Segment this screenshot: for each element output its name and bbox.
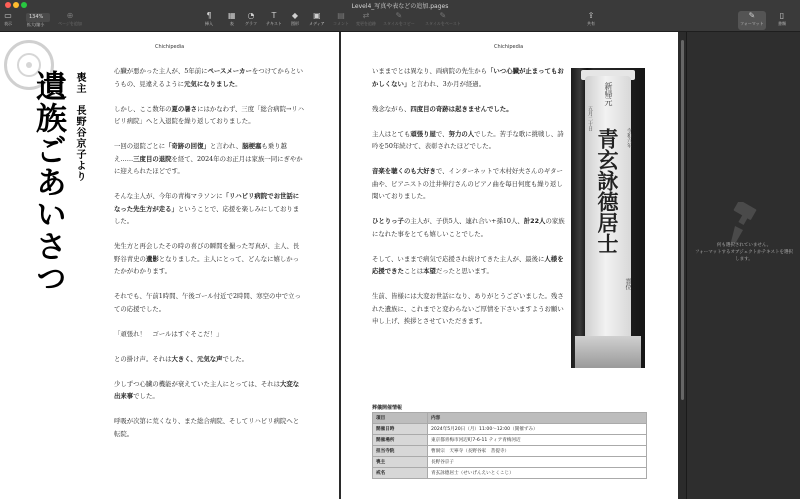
bold-text: ペースメーカー	[207, 67, 252, 75]
zoom-select[interactable]: 134%	[26, 13, 50, 22]
bold-text: 大変な出来事	[114, 379, 300, 400]
table-row	[373, 424, 647, 435]
paragraph[interactable]: 音楽を聴くのも大好きで、インターネットで木村好夫さんのギター曲や、ピアニストの辻井伸行さんのピアノ曲を毎日何度も繰り返し聞いておりました。	[372, 167, 563, 200]
media-button[interactable]: ▣ メディア	[309, 11, 325, 26]
paragraph[interactable]: との掛け声。それは大きく、元気な声でした。	[114, 354, 249, 363]
paragraph[interactable]: 一回の退院ごとに「奇跡の回復」と言われ、脳梗塞も乗り越え……三度目の退院を経て、2024年のお正月は家族一同にぎやかに迎えられたほどです。	[114, 142, 303, 175]
table-row	[373, 446, 647, 457]
bold-text: 人様を応援できた	[372, 254, 564, 275]
view-button[interactable]: ▭ 表示	[4, 11, 12, 26]
vertical-scrollbar-thumb[interactable]	[681, 40, 684, 400]
table-key-cell[interactable]: 担当寺院	[373, 446, 428, 457]
page-header: Chichipedia	[155, 44, 185, 50]
paragraph[interactable]: 先生方と再会したその時の喜びの瞬間を撮った写真が、主人、長野谷青史の遺影となりました。主人にとって、どんなに嬉しかったかがわかります。	[114, 242, 300, 275]
table-row	[373, 435, 647, 446]
shape-icon: ◆	[291, 11, 299, 20]
funeral-info-table[interactable]	[372, 412, 647, 479]
table-key-cell[interactable]: 開催日時	[373, 424, 428, 435]
bold-text: 夏の暑さ	[171, 104, 198, 113]
comment-icon: ▤	[337, 11, 345, 20]
table-header-row	[373, 413, 647, 424]
bold-text: 三度目の退院	[133, 154, 172, 163]
right-body-text[interactable]	[372, 65, 568, 340]
table-header-cell[interactable]: 内容	[428, 413, 647, 424]
format-button[interactable]: ✎ フォーマット	[740, 11, 764, 26]
bold-text: 「奇跡の回復」	[165, 142, 210, 150]
tablet-base	[575, 336, 641, 368]
table-value-cell[interactable]: 青玄詠德居士（せいげんえいとくこじ）	[428, 468, 647, 479]
table-icon: ▦	[228, 11, 236, 20]
paragraph[interactable]: 少しずつ心臓の機能が衰えていた主人にとっては、それは大変な出来事でした。	[114, 379, 300, 400]
table-header-cell[interactable]: 項目	[373, 413, 428, 424]
bold-text: 「リハビリ病院でお世話になった先生方が走る」	[114, 192, 300, 213]
text-icon: T	[271, 11, 277, 20]
page-header: Chichipedia	[494, 44, 524, 50]
insert-button[interactable]: ¶ 挿入	[205, 11, 213, 26]
tablet-bottom-text: 霊位	[624, 278, 631, 290]
table-key-cell[interactable]: 喪主	[373, 457, 428, 468]
paintbrush-icon: ✎	[748, 11, 756, 20]
share-button[interactable]: ⇪ 共有	[587, 11, 595, 26]
bold-text: 本望	[423, 267, 436, 275]
table-row	[373, 468, 647, 479]
chart-button[interactable]: ◔ グラフ	[245, 11, 257, 26]
bold-text: 頑張り屋	[410, 129, 436, 138]
memorial-tablet-photo[interactable]	[571, 68, 645, 368]
paragraph[interactable]: 主人はとても頑張り屋で、努力の人でした。苦手な歌に挑戦し、詩吟を50年続けて、表彰されたほどでした。	[372, 129, 564, 150]
table-key-cell[interactable]: 開催場所	[373, 435, 428, 446]
paintbrush-icon	[729, 202, 759, 246]
copy-style-icon: ✎	[395, 11, 403, 20]
add-page-icon: ⊕	[66, 11, 74, 20]
vertical-subtitle: 喪主 長野谷京子より	[74, 72, 85, 182]
title-bar	[0, 0, 800, 10]
inspector-empty-message: 何も選択されていません。 フォーマットするオブジェクトかテキストを選択します。	[695, 243, 793, 262]
table-value-cell[interactable]: 東京都青梅市河辺町7-6-11 ティア青梅河辺	[428, 435, 647, 446]
shape-button[interactable]: ◆ 図形	[291, 11, 299, 26]
paragraph[interactable]: 残念ながら、四度目の奇跡は起きませんでした。	[372, 104, 513, 113]
view-icon: ▭	[4, 11, 12, 20]
comment-button[interactable]: ▤ コメント	[333, 11, 349, 26]
format-inspector	[686, 32, 800, 499]
track-changes-icon: ⇄	[362, 11, 370, 20]
paragraph[interactable]: 心臓が悪かった主人が、5年前にペースメーカーをつけてからというもの、見違えるように元気になりました。	[114, 67, 303, 88]
tablet-top-text: 新帰元	[604, 82, 613, 106]
family-crest-center	[26, 62, 32, 68]
bold-text: 大きく、元気な声	[171, 354, 223, 363]
paragraph[interactable]: 「頑張れ！ ゴールはすぐそこだ！」	[114, 329, 223, 338]
page-left[interactable]	[0, 32, 339, 499]
left-body-text[interactable]	[114, 65, 304, 453]
track-changes-button[interactable]: ⇄ 変更を追跡	[356, 11, 376, 26]
tablet-right-text: 令和六年	[626, 128, 632, 148]
add-page-button[interactable]: ⊕ ページを追加	[58, 11, 82, 26]
paragraph[interactable]: いままでとは異なり、両病院の先生から「いつ心臓が止まってもおかしくない」と言われ、3か月が経過。	[372, 67, 564, 88]
table-key-cell[interactable]: 戒名	[373, 468, 428, 479]
paragraph[interactable]: 生前、皆様には大変お世話になり、ありがとうございました。残された遺族に、これまでと変わらないご厚情を下さいますようお願い申し上げ、挨拶とさせていただきます。	[372, 292, 564, 325]
paragraph[interactable]: そんな主人が、今年の青梅マラソンに「リハビリ病院でお世話になった先生方が走る」ということで、応援を楽しみにしておりました。	[114, 192, 300, 225]
bold-text: 元気になりました	[184, 79, 236, 88]
table-row	[373, 457, 647, 468]
share-icon: ⇪	[587, 11, 595, 20]
bold-text: 遺影	[145, 254, 159, 263]
document-canvas[interactable]	[0, 32, 686, 499]
chart-icon: ◔	[247, 11, 255, 20]
tablet-main-text: 青玄詠德居士	[595, 128, 620, 254]
document-button[interactable]: ▯ 書類	[778, 11, 786, 26]
vertical-title: 遺族ごあいさつ	[30, 70, 66, 294]
paragraph[interactable]: 呼吸が次第に荒くなり、また総合病院、そしてリハビリ病院へと転院。	[114, 417, 300, 438]
page-right[interactable]	[341, 32, 678, 499]
bold-text: 努力の人	[448, 129, 475, 138]
table-button[interactable]: ▦ 表	[228, 11, 236, 26]
table-value-cell[interactable]: 長野谷京子	[428, 457, 647, 468]
paragraph[interactable]: しかし、ここ数年の夏の暑さにはかなわず、三度「総合病院→リハビリ病院」へと入退院を繰り返しておりました。	[114, 104, 304, 125]
bold-text: 脳梗塞	[242, 142, 262, 150]
bold-text: 四度目の奇跡は起きませんでした。	[410, 104, 513, 113]
tablet-left-text: 五月二十日	[587, 106, 593, 131]
copy-style-button[interactable]: ✎ スタイルをコピー	[383, 11, 415, 26]
bold-text: 音楽を聴くのも大好き	[372, 167, 436, 175]
toolbar	[0, 10, 800, 32]
zoom-label: 拡大/縮小	[27, 22, 45, 27]
document-icon: ▯	[779, 11, 785, 20]
bold-text: 「いつ心臓が止まってもおかしくない」	[372, 67, 564, 88]
document-title: Level4_写真や表などの追加.pages	[351, 3, 449, 10]
table-value-cell[interactable]: 曹洞宗 天寧寺（長野谷家 菩提寺）	[428, 446, 647, 457]
text-button[interactable]: T テキスト	[266, 11, 282, 26]
paragraph[interactable]: それでも、午前1時間、午後ゴール付近で2時間、寒空の中で立っての応援でした。	[114, 292, 301, 313]
bold-text: ひとりっ子	[372, 217, 404, 225]
paste-style-button[interactable]: ✎ スタイルをペースト	[425, 11, 461, 26]
insert-icon: ¶	[206, 11, 212, 20]
bold-text: 計22人	[523, 217, 546, 225]
paragraph[interactable]: ひとりっ子の主人が、子供5人、連れ合い+孫10人、計22人の家族になれた事をとても嬉しいことでした。	[372, 217, 565, 238]
funeral-info-title: 葬儀開催情報	[372, 405, 403, 411]
table-value-cell[interactable]: 2024年5月20日（月）11:00～12:00（開催ずみ）	[428, 424, 647, 435]
paragraph[interactable]: そして、いままで病気で応援され続けてきた主人が、最後に人様を応援できたことは本望だったと思います。	[372, 254, 564, 275]
paste-style-icon: ✎	[439, 11, 447, 20]
media-icon: ▣	[313, 11, 321, 20]
